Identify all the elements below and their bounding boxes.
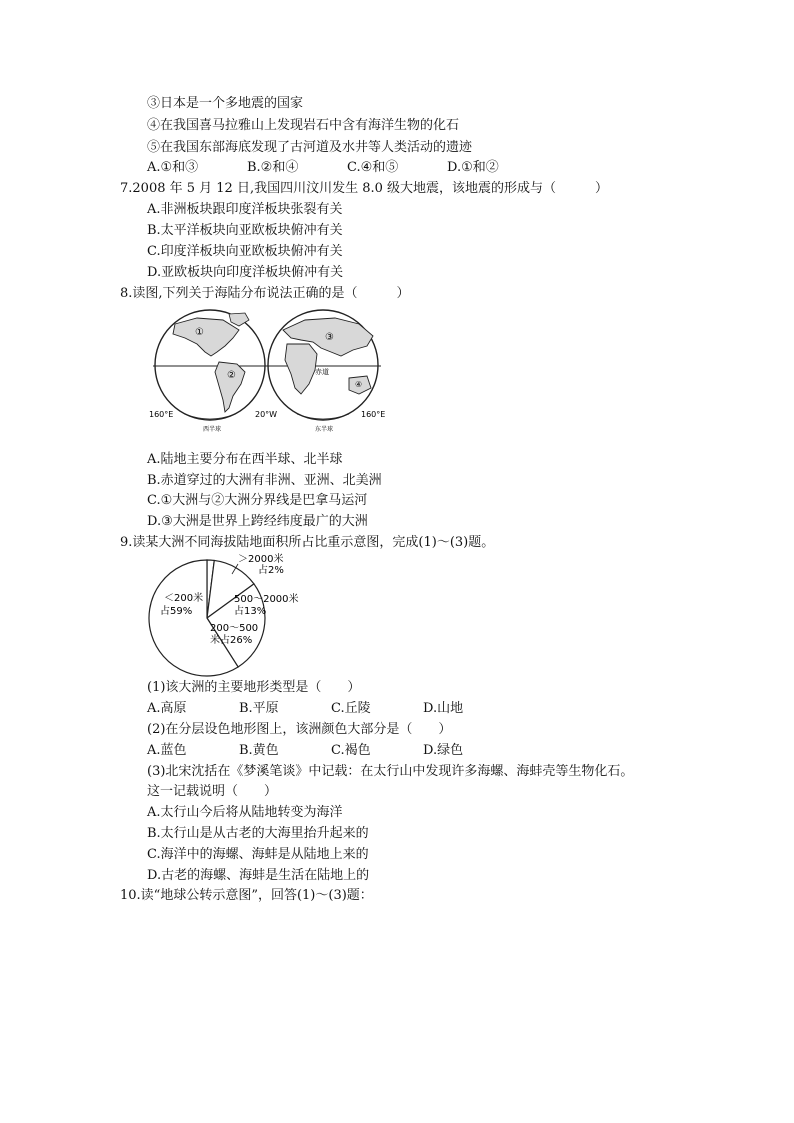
hemisphere-map: [145, 308, 395, 436]
elevation-pie-figure: [146, 550, 316, 678]
slice-share-over-2000: 占2%: [258, 565, 284, 576]
q6-option-d[interactable]: D.①和②: [447, 160, 499, 175]
western-hemisphere-caption: 西半球: [203, 426, 222, 433]
q7-option-b[interactable]: B.太平洋板块向亚欧板块俯冲有关: [147, 223, 343, 238]
q6-option-c[interactable]: C.④和⑤: [347, 160, 399, 175]
q9-sub1-stem: (1)该大洲的主要地形类型是（ ）: [147, 680, 361, 695]
slice-label-under-200: ＜200米: [164, 593, 204, 604]
equator-label: 赤道: [315, 368, 329, 376]
marker-4: ④: [355, 380, 363, 389]
slice-label-over-2000: ＞2000米: [238, 554, 284, 565]
q7-option-c[interactable]: C.印度洋板块向亚欧板块俯冲有关: [147, 244, 343, 259]
elevation-pie-chart: [146, 550, 316, 678]
q6-item-3: ③日本是一个多地震的国家: [147, 96, 304, 111]
q10-stem: 10.读“地球公转示意图”，回答(1)～(3)题：: [120, 888, 373, 903]
marker-2: ②: [227, 370, 236, 381]
q9-sub3-stem-line2: 这一记载说明（ ）: [147, 784, 278, 799]
slice-share-200-500: 米占26%: [210, 635, 253, 646]
q6-item-5: ⑤在我国东部海底发现了古河道及水井等人类活动的遗迹: [147, 140, 473, 155]
q9-stem: 9.读某大洲不同海拔陆地面积所占比重示意图，完成(1)～(3)题。: [120, 535, 495, 550]
q9-sub2-option-d[interactable]: D.绿色: [423, 743, 464, 758]
q7-option-a[interactable]: A.非洲板块跟印度洋板块张裂有关: [147, 202, 343, 217]
q9-sub3-option-c[interactable]: C.海洋中的海螺、海蚌是从陆地上来的: [147, 847, 369, 862]
q8-option-a[interactable]: A.陆地主要分布在西半球、北半球: [147, 452, 343, 467]
q9-sub3-option-a[interactable]: A.太行山今后将从陆地转变为海洋: [147, 805, 343, 820]
q6-item-4: ④在我国喜马拉雅山上发现岩石中含有海洋生物的化石: [147, 118, 460, 133]
q9-sub1-option-b[interactable]: B.平原: [239, 701, 279, 716]
q8-option-d[interactable]: D.③大洲是世界上跨经纬度最广的大洲: [147, 514, 368, 529]
mid-longitude-label: 20°W: [255, 410, 278, 419]
q7-stem: 7.2008 年 5 月 12 日,我国四川汶川发生 8.0 级大地震，该地震的形成与（ ）: [120, 181, 609, 196]
q6-options: [147, 160, 499, 176]
q9-sub2-options: [147, 743, 463, 759]
q8-stem: 8.读图,下列关于海陆分布说法正确的是（ ）: [120, 286, 410, 301]
slice-label-500-2000: 500～2000米: [234, 594, 299, 605]
right-longitude-label: 160°E: [361, 410, 386, 419]
q6-option-b[interactable]: B.②和④: [247, 160, 299, 175]
slice-share-under-200: 占59%: [160, 606, 193, 617]
marker-1: ①: [195, 327, 204, 338]
left-longitude-label: 160°E: [149, 410, 174, 419]
slice-share-500-2000: 占13%: [234, 606, 267, 617]
slice-label-200-500: 200～500: [210, 623, 259, 634]
marker-3: ③: [325, 332, 334, 343]
q9-sub1-option-c[interactable]: C.丘陵: [331, 701, 371, 716]
hemisphere-map-figure: [145, 308, 395, 436]
q6-option-a[interactable]: A.①和③: [147, 160, 199, 175]
eastern-hemisphere-caption: 东半球: [315, 426, 334, 433]
q7-option-d[interactable]: D.亚欧板块向印度洋板块俯冲有关: [147, 265, 344, 280]
q9-sub3-option-d[interactable]: D.古老的海螺、海蚌是生活在陆地上的: [147, 868, 370, 883]
q9-sub1-option-d[interactable]: D.山地: [423, 701, 464, 716]
q9-sub2-stem: (2)在分层设色地形图上，该洲颜色大部分是（ ）: [147, 722, 452, 737]
q9-sub1-option-a[interactable]: A.高原: [147, 701, 187, 716]
q9-sub3-option-b[interactable]: B.太行山是从古老的大海里抬升起来的: [147, 826, 369, 841]
q9-sub3-stem-line1: (3)北宋沈括在《梦溪笔谈》中记载：在太行山中发现许多海螺、海蚌壳等生物化石。: [147, 764, 634, 779]
q8-option-c[interactable]: C.①大洲与②大洲分界线是巴拿马运河: [147, 493, 368, 508]
q9-sub2-option-b[interactable]: B.黄色: [239, 743, 279, 758]
q9-sub2-option-a[interactable]: A.蓝色: [147, 743, 187, 758]
q9-sub2-option-c[interactable]: C.褐色: [331, 743, 371, 758]
q8-option-b[interactable]: B.赤道穿过的大洲有非洲、亚洲、北美洲: [147, 473, 382, 488]
pie-slices: [149, 560, 265, 676]
q9-sub1-options: [147, 701, 463, 717]
